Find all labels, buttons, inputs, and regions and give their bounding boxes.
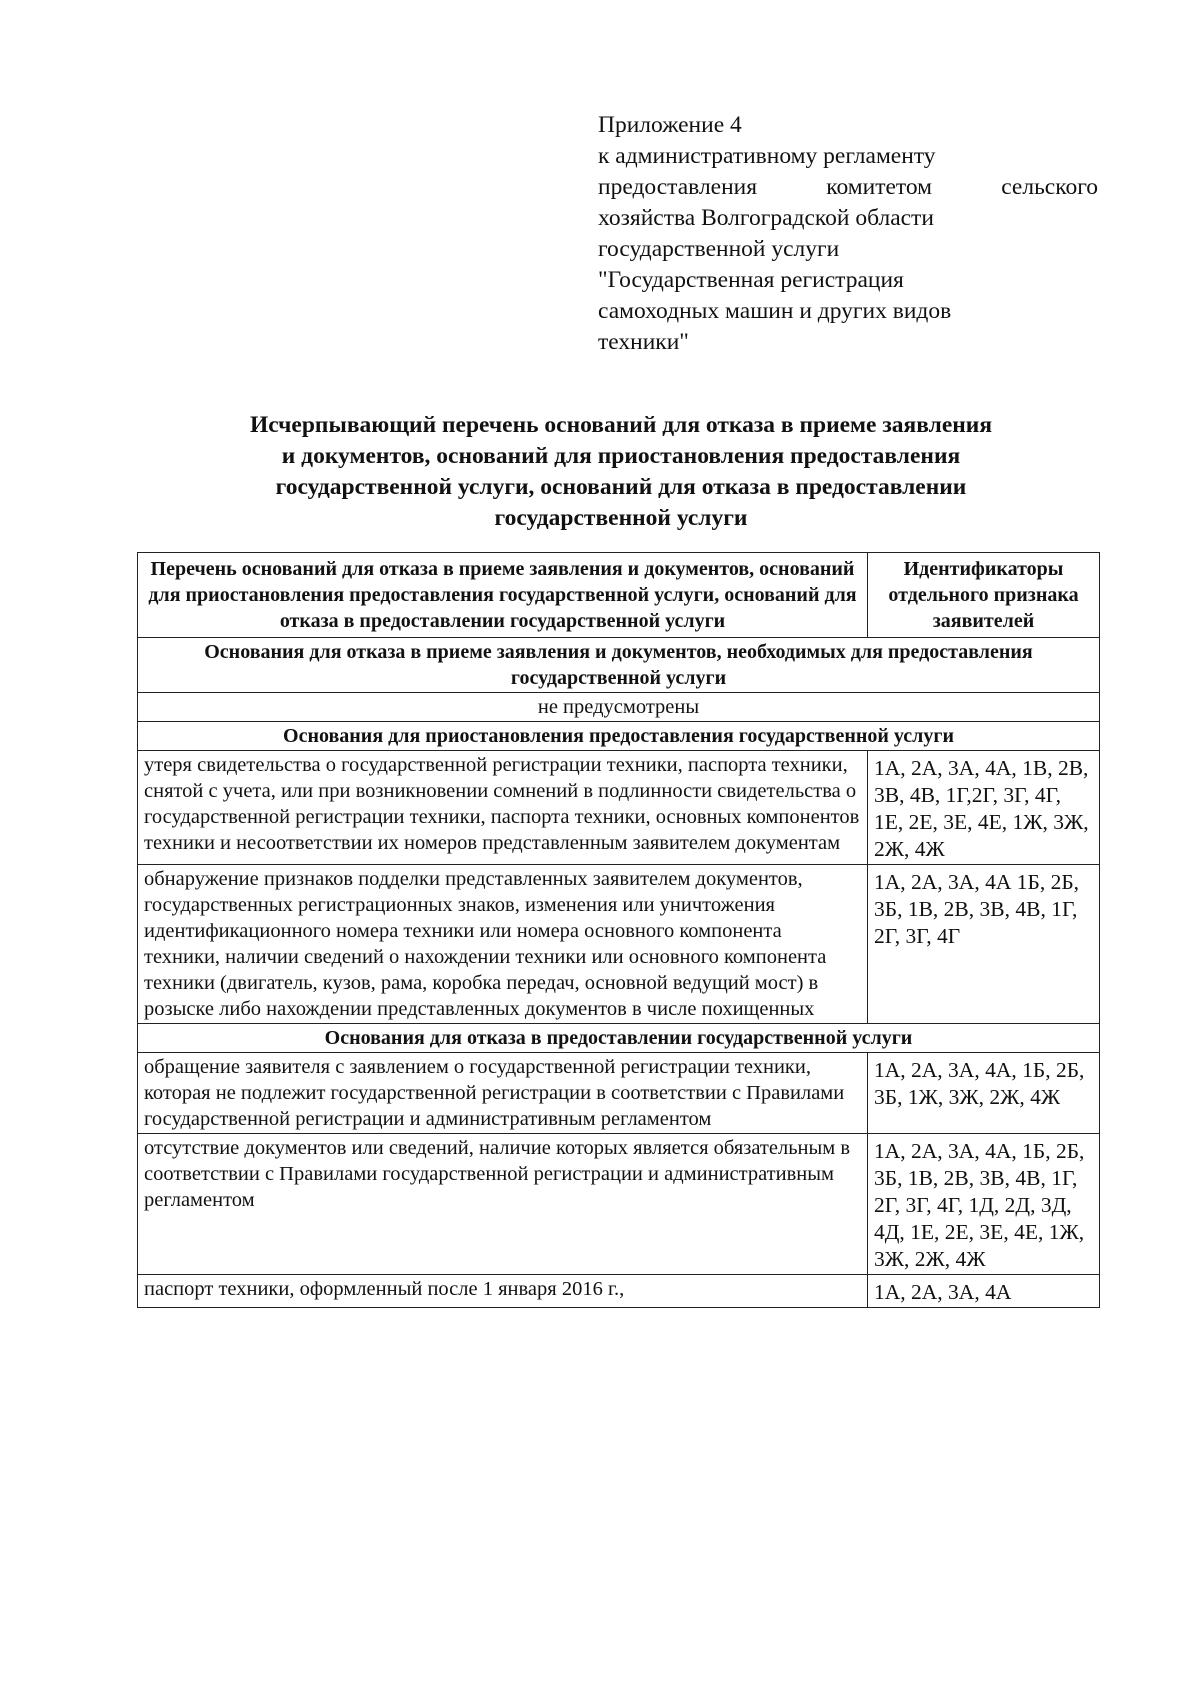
table-row (138, 1275, 1100, 1308)
appendix-line: предоставления комитетом сельского (598, 174, 1098, 200)
appendix-line: к административному регламенту (598, 143, 936, 169)
appendix-header (598, 110, 1098, 358)
ground-cell: паспорт техники, оформленный после 1 января 2016 г., (138, 1275, 868, 1308)
grounds-table (137, 552, 1100, 1308)
table-row (138, 865, 1100, 1024)
appendix-line: самоходных машин и других видов (598, 298, 952, 324)
section-title-row (138, 638, 1100, 693)
section-title-row (138, 1024, 1100, 1053)
ids-cell: 1А, 2А, 3А, 4А, 1В, 2В, 3В, 4В, 1Г,2Г, 3Г, 4Г, 1Е, 2Е, 3Е, 4Е, 1Ж, 3Ж, 2Ж, 4Ж (868, 751, 1100, 865)
appendix-line: государственной услуги (598, 236, 840, 262)
ground-cell: обнаружение признаков подделки представленных заявителем документов, государственных регистрационных знаков, изменения или уничтожения идентификационного номера техники или номера основного компонента техники, наличии сведений о нахождении техники или основного компонента техники (двигатель, кузов, рама, коробка передач, основной ведущий мост) в розыске либо нахождении представленных документов в числе похищенных (138, 865, 868, 1024)
section-note-row (138, 693, 1100, 722)
document-title (137, 410, 1105, 534)
title-line: государственной услуги (494, 505, 748, 531)
section-title: Основания для отказа в предоставлении государственной услуги (138, 1024, 1100, 1053)
title-line: Исчерпывающий перечень оснований для отказа в приеме заявления (249, 412, 993, 438)
appendix-line: хозяйства Волгоградской области (598, 205, 934, 231)
table-header-row (138, 553, 1100, 638)
ids-cell: 1А, 2А, 3А, 4А, 1Б, 2Б, 3Б, 1Ж, 3Ж, 2Ж, 4Ж (868, 1053, 1100, 1134)
ground-cell: отсутствие документов или сведений, наличие которых является обязательным в соответствии с Правилами государственной регистрации и административным регламентом (138, 1134, 868, 1275)
section-title-row (138, 722, 1100, 751)
table-row (138, 751, 1100, 865)
title-line: и документов, оснований для приостановления предоставления (281, 443, 961, 469)
section-title: Основания для приостановления предоставления государственной услуги (138, 722, 1100, 751)
header-grounds-cell: Перечень оснований для отказа в приеме заявления и документов, оснований для приостановления предоставления государственной услуги, оснований для отказа в предоставлении государственной услуги (138, 553, 868, 638)
ground-cell: обращение заявителя с заявлением о государственной регистрации техники, которая не подлежит государственной регистрации в соответствии с Правилами государственной регистрации и административным регламентом (138, 1053, 868, 1134)
section-note: не предусмотрены (138, 693, 1100, 722)
appendix-line: Приложение 4 (598, 112, 742, 138)
ids-cell: 1А, 2А, 3А, 4А (868, 1275, 1100, 1308)
appendix-line: техники" (598, 329, 689, 355)
ids-cell: 1А, 2А, 3А, 4А, 1Б, 2Б, 3Б, 1В, 2В, 3В, 4В, 1Г, 2Г, 3Г, 4Г, 1Д, 2Д, 3Д, 4Д, 1Е, 2Е, 3Е, 4Е, 1Ж, 3Ж, 2Ж, 4Ж (868, 1134, 1100, 1275)
appendix-line: "Государственная регистрация (598, 267, 904, 293)
ids-cell: 1А, 2А, 3А, 4А 1Б, 2Б, 3Б, 1В, 2В, 3В, 4В, 1Г, 2Г, 3Г, 4Г (868, 865, 1100, 1024)
header-ids-cell: Идентификаторы отдельного признака заявителей (868, 553, 1100, 638)
table-row (138, 1134, 1100, 1275)
ground-cell: утеря свидетельства о государственной регистрации техники, паспорта техники, снятой с учета, или при возникновении сомнений в подлинности свидетельства о государственной регистрации техники, паспорта техники, основных компонентов техники и несоответствии их номеров представленным заявителем документам (138, 751, 868, 865)
table-row (138, 1053, 1100, 1134)
section-title: Основания для отказа в приеме заявления и документов, необходимых для предоставления государственной услуги (138, 638, 1100, 693)
title-line: государственной услуги, оснований для отказа в предоставлении (275, 474, 967, 500)
